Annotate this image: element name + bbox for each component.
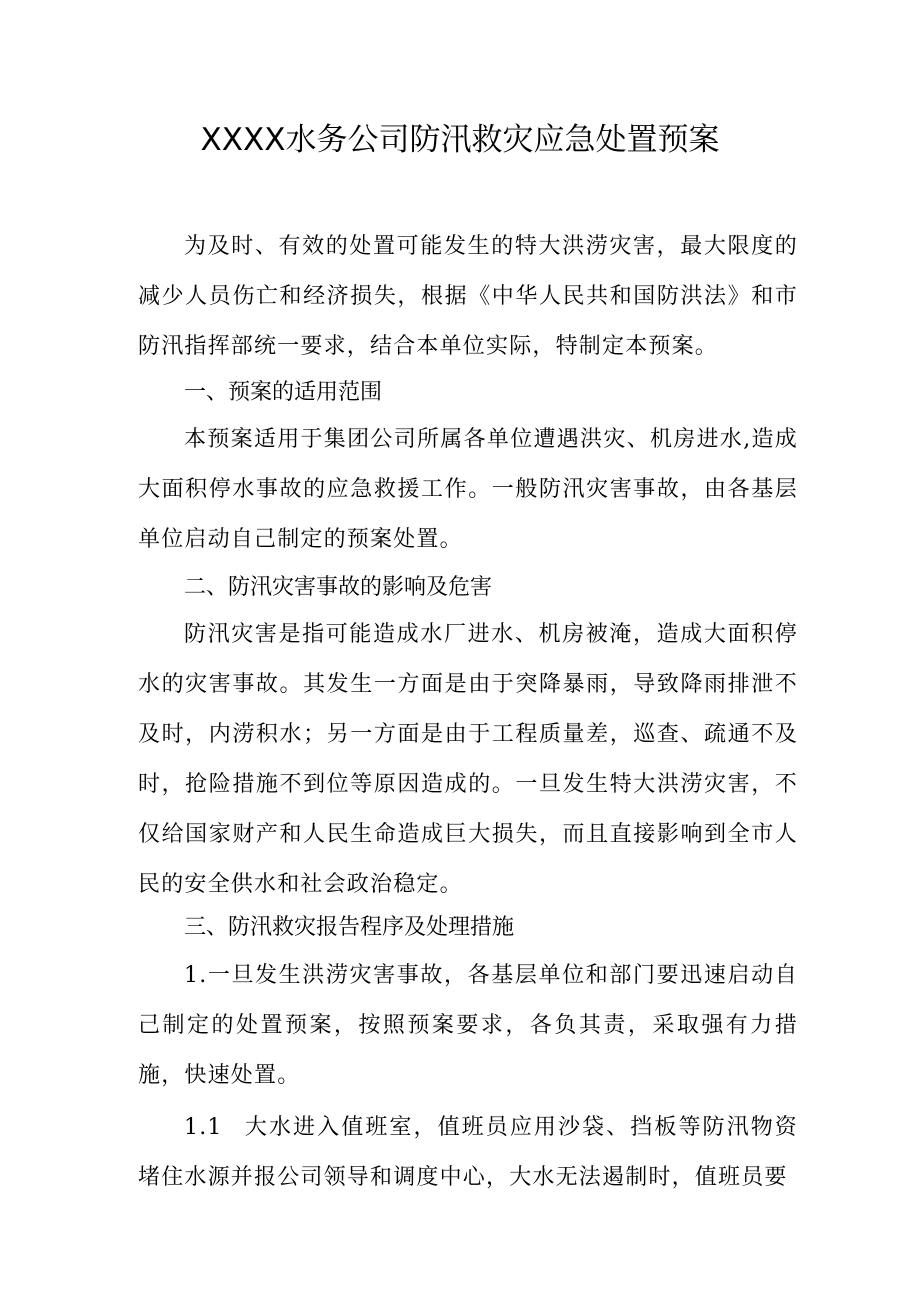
section-2-paragraph: 防汛灾害是指可能造成水厂进水、机房被淹，造成大面积停水的灾害事故。其发生一方面是由于突降暴雨，导致降雨排泄不及时，内涝积水；另一方面是由于工程质量差，巡查、疏通不及时，抢险措施不到位等原因造成的。一旦发生特大洪涝灾害，不仅给国家财产和人民生命造成巨大损失，而且直接影响到全市人民的安全供水和社会政治稳定。 [138, 622, 798, 897]
section-2-heading: 二、防汛灾害事故的影响及危害 [184, 575, 493, 600]
section-3-heading: 三、防汛救灾报告程序及处理措施 [184, 915, 515, 940]
item-number: 1.1 [184, 1115, 223, 1140]
section-1-heading: 一、预案的适用范围 [184, 380, 383, 405]
section-3-item-1: 1.一旦发生洪涝灾害事故，各基层单位和部门要迅速启动自己制定的处置预案，按照预案要求，各负其责，采取强有力措施，快速处置。 [138, 963, 798, 1088]
item-text: 大水进入值班室，值班员应用沙袋、挡板等防汛物资堵住水源并报公司领导和调度中心，大水无法遏制时，值班员要 [138, 1115, 798, 1190]
section-3-item-1-1 [138, 1103, 798, 1203]
intro-paragraph: 为及时、有效的处置可能发生的特大洪涝灾害，最大限度的减少人员伤亡和经济损失，根据《中华人民共和国防洪法》和市防汛指挥部统一要求，结合本单位实际，特制定本预案。 [138, 234, 798, 359]
document-title: XXXX水务公司防汛救灾应急处置预案 [200, 122, 720, 158]
section-1-paragraph: 本预案适用于集团公司所属各单位遭遇洪灾、机房进水,造成大面积停水事故的应急救援工作。一般防汛灾害事故，由各基层单位启动自己制定的预案处置。 [138, 427, 798, 552]
